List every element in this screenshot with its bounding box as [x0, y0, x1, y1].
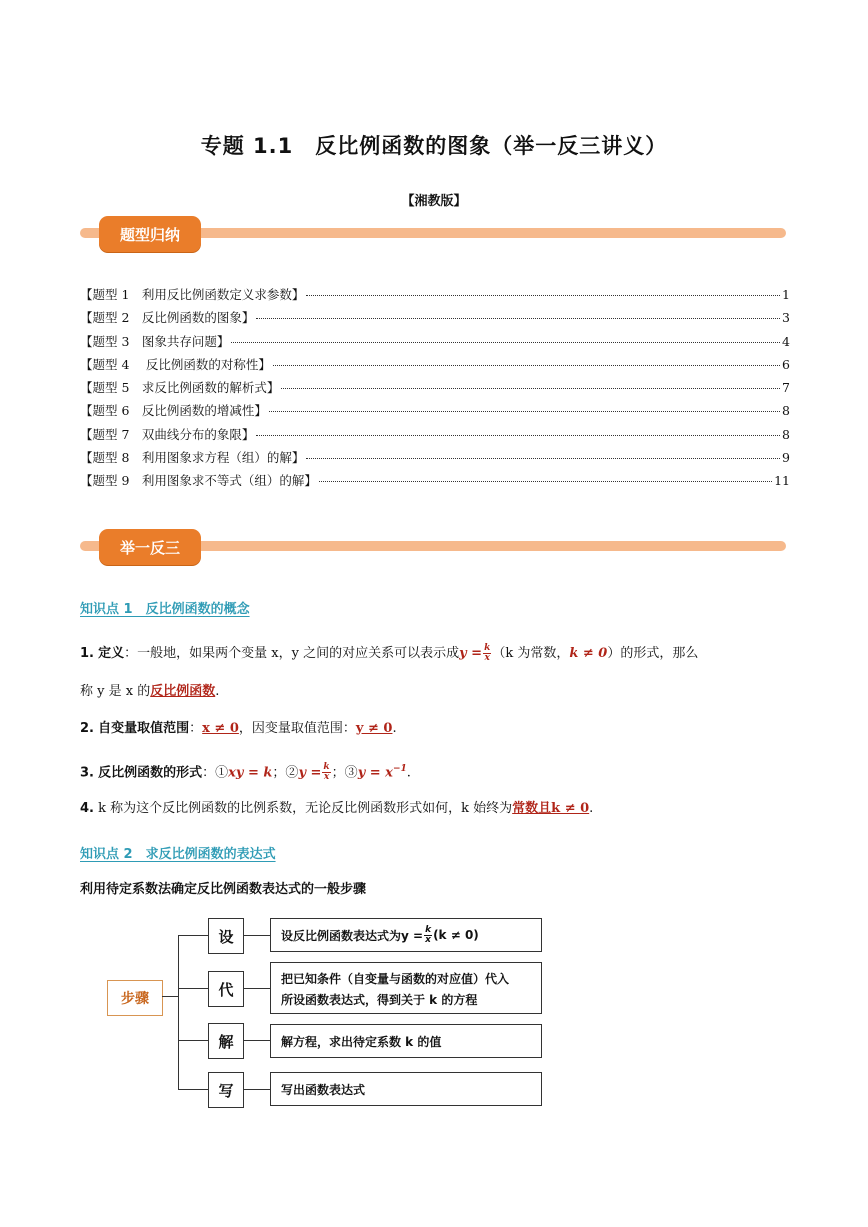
page-title: 专题 1.1 反比例函数的图象（举一反三讲义） [200, 134, 668, 158]
constant-nonzero-term: 常数且k ≠ 0 [512, 801, 590, 816]
connector-branch-3 [178, 1040, 208, 1041]
period: . [589, 801, 594, 816]
toc-leader [319, 469, 772, 482]
toc-leader [256, 423, 780, 436]
toc-page: 3 [782, 310, 790, 326]
range-text: ，因变量取值范围： [238, 721, 356, 736]
item-number: 1. [80, 646, 94, 661]
toc-label: 【题型 7 双曲线分布的象限】 [80, 426, 255, 442]
toc-leader [281, 376, 780, 389]
exponent: −1 [392, 764, 407, 774]
step-text-line-1: 把已知条件（自变量与函数的对应值）代入 [281, 972, 510, 986]
toc-label: 【题型 8 利用图象求方程（组）的解】 [80, 450, 305, 466]
connector-branch-1 [178, 935, 208, 936]
domain-label: 自变量取值范围 [98, 721, 190, 736]
definition-text-4: 称 y 是 x 的 [80, 684, 151, 699]
toc-item[interactable] [80, 423, 790, 446]
toc-page: 9 [782, 450, 790, 466]
kp1-definition-cont [80, 682, 792, 702]
form-x-inverse: y = x [357, 765, 393, 781]
toc-item[interactable] [80, 283, 790, 306]
item-number: 3. [80, 765, 94, 781]
kp1-forms [80, 759, 792, 783]
fraction-denominator: x [425, 934, 431, 945]
definition-text-3: ）的形式，那么 [607, 646, 699, 661]
step-text-tail: (k ≠ 0) [433, 928, 479, 942]
connector-step-4 [244, 1089, 270, 1090]
connector-step-1 [244, 935, 270, 936]
definition-label: 定义 [98, 646, 125, 661]
connector-trunk [178, 935, 179, 1089]
toc-leader [269, 399, 780, 412]
colon: ： [189, 721, 203, 736]
step-text-line-2: 所设函数表达式，得到关于 k 的方程 [281, 993, 478, 1007]
toc-leader [306, 283, 780, 296]
domain-x-value: x ≠ 0 [202, 721, 239, 736]
form-y-eq: y = [298, 765, 322, 781]
toc-page: 4 [782, 333, 790, 349]
fraction-denominator: x [323, 772, 330, 783]
toc-leader [306, 446, 780, 459]
step-key-substitute: 代 [208, 971, 244, 1007]
table-of-contents [80, 283, 790, 493]
kp1-domain [80, 719, 792, 739]
toc-page: 1 [782, 287, 790, 302]
toc-item[interactable] [80, 353, 790, 376]
connector-branch-2 [178, 988, 208, 989]
toc-item[interactable] [80, 446, 790, 469]
toc-leader [273, 353, 780, 366]
toc-page: 6 [782, 356, 790, 372]
fraction-numerator: k [425, 924, 432, 935]
range-y-value: y ≠ 0 [355, 721, 393, 736]
term-inverse-function: 反比例函数 [150, 684, 216, 699]
connector-branch-4 [178, 1089, 208, 1090]
connector-step-3 [244, 1040, 270, 1041]
toc-label: 【题型 6 反比例函数的增减性】 [80, 403, 267, 419]
toc-item[interactable] [80, 376, 790, 399]
period: . [215, 684, 220, 699]
connector-root [162, 996, 178, 997]
toc-page: 8 [782, 403, 790, 419]
item-number: 2. [80, 721, 94, 736]
fraction-denominator: x [484, 653, 490, 663]
edition-label: 【湘教版】 [401, 194, 467, 209]
fraction-k-over-x [424, 926, 432, 945]
fraction-k-over-x [322, 763, 330, 782]
toc-item[interactable] [80, 330, 790, 353]
toc-label: 【题型 1 利用反比例函数定义求参数】 [80, 287, 305, 302]
fraction-numerator: k [323, 762, 330, 773]
coefficient-text: k 称为这个反比例函数的比例系数，无论反比例函数形式如何，k 始终为 [98, 801, 513, 816]
step-box-write: 写出函数表达式 [270, 1072, 542, 1106]
step-key-solve: 解 [208, 1023, 244, 1059]
knowledge-point-2-heading: 知识点 2 求反比例函数的表达式 [80, 847, 276, 862]
formula-y: y = [459, 646, 483, 661]
period: . [406, 765, 411, 781]
form-marker-3: ；③ [331, 765, 358, 781]
toc-label: 【题型 2 反比例函数的图象】 [80, 310, 255, 326]
toc-item[interactable] [80, 399, 790, 422]
condition-k-nonzero: k ≠ 0 [569, 646, 608, 661]
toc-item[interactable] [80, 469, 790, 492]
step-box-set [270, 918, 542, 952]
kp1-coefficient [80, 799, 792, 819]
toc-label: 【题型 3 图象共存问题】 [80, 333, 230, 349]
step-box-substitute [270, 962, 542, 1014]
fraction-numerator: k [484, 643, 491, 653]
knowledge-point-1-heading: 知识点 1 反比例函数的概念 [80, 602, 250, 617]
toc-leader [256, 306, 780, 319]
definition-text: ：一般地，如果两个变量 x，y 之间的对应关系可以表示成 [124, 646, 460, 661]
toc-label: 【题型 4 反比例函数的对称性】 [80, 356, 271, 372]
step-text: 设反比例函数表达式为y = [281, 928, 424, 943]
definition-text-2: （k 为常数， [492, 646, 570, 661]
step-key-set: 设 [208, 918, 244, 954]
toc-item[interactable] [80, 306, 790, 329]
form-marker-2: ；② [272, 765, 299, 781]
item-number: 4. [80, 801, 94, 816]
toc-page: 11 [774, 473, 790, 489]
period: . [392, 721, 397, 736]
fraction-k-over-x [483, 644, 491, 663]
toc-label: 【题型 9 利用图象求不等式（组）的解】 [80, 473, 317, 489]
toc-page: 8 [782, 426, 790, 442]
kp1-definition [80, 644, 792, 664]
connector-step-2 [244, 988, 270, 989]
form-marker-1: ：① [202, 765, 229, 781]
section-badge-examples: 举一反三 [99, 529, 201, 565]
kp2-subheading: 利用待定系数法确定反比例函数表达式的一般步骤 [80, 882, 367, 897]
step-key-write: 写 [208, 1072, 244, 1108]
step-box-solve: 解方程，求出待定系数 k 的值 [270, 1024, 542, 1058]
toc-page: 7 [782, 380, 790, 396]
steps-root-box: 步骤 [107, 980, 163, 1016]
toc-label: 【题型 5 求反比例函数的解析式】 [80, 380, 280, 396]
form-xy-k: xy = k [228, 765, 273, 781]
forms-label: 反比例函数的形式 [98, 765, 203, 781]
section-badge-types: 题型归纳 [99, 216, 201, 252]
toc-leader [231, 330, 780, 343]
